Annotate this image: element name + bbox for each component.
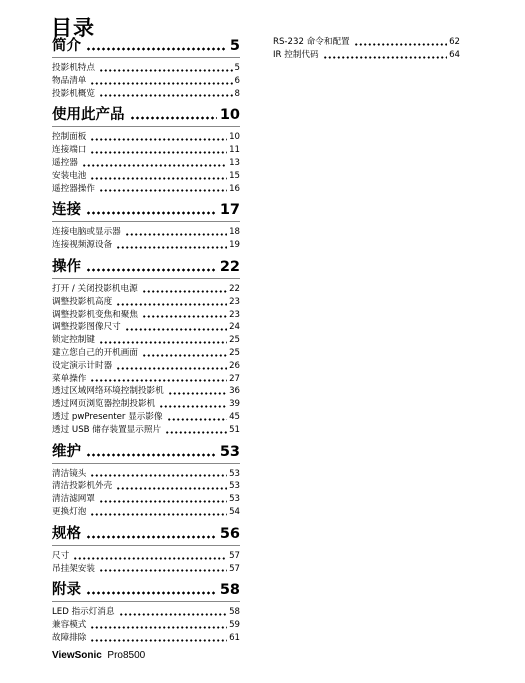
- toc-section-heading-page-number: 5: [229, 38, 240, 54]
- dot-leader: [90, 82, 232, 85]
- toc-entry-page-number: 58: [229, 607, 240, 618]
- toc-section-heading-label: 规格: [52, 525, 81, 542]
- toc-entry-page-number: 62: [449, 37, 460, 47]
- toc-entry-page-number: 6: [234, 75, 240, 86]
- toc-section-heading-label: 附录: [52, 582, 81, 599]
- toc-section: [52, 581, 240, 644]
- toc-entry-label: 清洁镜头: [52, 468, 87, 479]
- toc-entry[interactable]: [52, 157, 240, 170]
- toc-entry[interactable]: [52, 632, 240, 645]
- toc-section-heading-page-number: 56: [219, 525, 240, 542]
- toc-entry[interactable]: [273, 36, 460, 49]
- toc-entry-label: 透过 USB 储存装置显示照片: [52, 424, 162, 435]
- dot-leader: [116, 487, 227, 490]
- toc-entry-page-number: 25: [229, 335, 240, 346]
- toc-entry-page-number: 54: [229, 506, 240, 517]
- toc-entry[interactable]: [52, 131, 240, 144]
- toc-entry-label: RS-232 命令和配置: [273, 37, 350, 47]
- footer-brand: ViewSonic: [52, 650, 102, 661]
- toc-entry-label: 建立您自己的开机画面: [52, 347, 138, 358]
- toc-entry-page-number: 24: [229, 322, 240, 333]
- dot-leader: [125, 328, 227, 331]
- toc-entry[interactable]: [52, 619, 240, 632]
- toc-entry-page-number: 10: [229, 132, 240, 143]
- dot-leader: [142, 354, 227, 357]
- toc-entry[interactable]: [52, 239, 240, 252]
- dot-leader: [323, 56, 447, 59]
- toc-entry-label: 打开 / 关闭投影机电源: [52, 283, 138, 294]
- toc-entry[interactable]: [52, 62, 240, 75]
- toc-entry-page-number: 61: [229, 632, 240, 643]
- toc-entry[interactable]: [52, 563, 240, 576]
- dot-leader: [86, 268, 217, 272]
- dot-leader: [116, 367, 227, 370]
- toc-entry-label: 透过 pwPresenter 显示影像: [52, 411, 163, 422]
- toc-entry-label: 调整投影机高度: [52, 296, 113, 307]
- toc-entry-page-number: 45: [229, 411, 240, 422]
- toc-entry-label: 连接视频源设备: [52, 240, 113, 251]
- toc-entry[interactable]: [52, 360, 240, 373]
- dot-leader: [90, 513, 227, 516]
- toc-entry-page-number: 64: [449, 49, 460, 60]
- toc-entry-label: 遥控器操作: [52, 183, 95, 194]
- toc-section: [52, 258, 240, 437]
- toc-entry-label: 透过网页浏览器控制投影机: [52, 399, 156, 410]
- dot-leader: [142, 290, 227, 293]
- toc-entry[interactable]: [52, 398, 240, 411]
- toc-section: [52, 443, 240, 519]
- toc-section-heading[interactable]: [52, 581, 240, 602]
- dot-leader: [86, 591, 217, 595]
- footer-model: Pro8500: [107, 650, 146, 661]
- dot-leader: [90, 474, 227, 477]
- toc-entry[interactable]: [52, 170, 240, 183]
- dot-leader: [90, 626, 227, 629]
- dot-leader: [73, 557, 227, 560]
- page-title: 目录: [51, 16, 95, 40]
- dot-leader: [130, 116, 217, 120]
- dot-leader: [86, 453, 217, 457]
- dot-leader: [86, 535, 217, 539]
- toc-left-column: [52, 37, 240, 651]
- toc-entry-page-number: 39: [229, 399, 240, 410]
- toc-entry-label: 调整投影图像尺寸: [52, 322, 121, 333]
- toc-entry-label: 透过区域网络环境控制投影机: [52, 386, 164, 397]
- toc-section-heading-label: 简介: [52, 38, 81, 54]
- dot-leader: [99, 94, 233, 97]
- toc-entry[interactable]: [52, 75, 240, 88]
- toc-section-heading-page-number: 58: [219, 582, 240, 599]
- toc-entry-label: 清洁投影机外壳: [52, 481, 113, 492]
- toc-entry-page-number: 19: [229, 240, 240, 251]
- dot-leader: [99, 69, 233, 72]
- toc-entry-page-number: 13: [229, 157, 240, 168]
- toc-section-heading[interactable]: [52, 443, 240, 464]
- dot-leader: [90, 151, 227, 154]
- toc-entry[interactable]: [52, 468, 240, 481]
- toc-entry[interactable]: [52, 88, 240, 101]
- toc-entry[interactable]: [52, 493, 240, 506]
- toc-entry[interactable]: [52, 321, 240, 334]
- toc-entry[interactable]: [52, 373, 240, 386]
- toc-entry-page-number: 5: [234, 63, 240, 73]
- toc-entry[interactable]: [52, 296, 240, 309]
- toc-entry-page-number: 26: [229, 360, 240, 371]
- toc-section-heading[interactable]: [52, 106, 240, 127]
- dot-leader: [165, 431, 227, 434]
- toc-entry[interactable]: [52, 411, 240, 424]
- dot-leader: [168, 392, 227, 395]
- toc-section-heading-label: 维护: [52, 443, 81, 460]
- toc-entry-page-number: 11: [229, 145, 240, 156]
- toc-entry-label: 连接电脑或显示器: [52, 227, 121, 238]
- toc-entry-label: 投影机特点: [52, 63, 95, 73]
- toc-entry-label: IR 控制代码: [273, 49, 319, 60]
- dot-leader: [90, 138, 227, 141]
- toc-entry-page-number: 23: [229, 309, 240, 320]
- toc-entry[interactable]: [52, 606, 240, 619]
- toc-entry-label: 故障排除: [52, 632, 87, 643]
- toc-section-heading[interactable]: [52, 258, 240, 279]
- toc-section-heading-label: 操作: [52, 258, 81, 275]
- toc-entry-label: 调整投影机变焦和聚焦: [52, 309, 138, 320]
- toc-section-heading-page-number: 22: [219, 258, 240, 275]
- dot-leader: [125, 233, 227, 236]
- dot-leader: [86, 47, 227, 51]
- toc-entry-label: LED 指示灯消息: [52, 607, 115, 618]
- toc-entry[interactable]: [52, 480, 240, 493]
- dot-leader: [86, 211, 217, 215]
- toc-entry[interactable]: [52, 424, 240, 437]
- dot-leader: [90, 177, 227, 180]
- dot-leader: [99, 500, 227, 503]
- toc-section-heading[interactable]: [52, 201, 240, 222]
- dot-leader: [354, 43, 447, 46]
- toc-entry-page-number: 16: [229, 183, 240, 194]
- toc-entry-label: 清洁滤网罩: [52, 494, 95, 505]
- toc-entry-page-number: 8: [234, 88, 240, 99]
- toc-section-heading[interactable]: [52, 525, 240, 546]
- toc-entry[interactable]: [52, 334, 240, 347]
- toc-entry-page-number: 22: [229, 283, 240, 294]
- toc-entry[interactable]: [52, 283, 240, 296]
- toc-entry-page-number: 53: [229, 468, 240, 479]
- toc-section-heading-page-number: 10: [219, 107, 240, 124]
- toc-entry-page-number: 57: [229, 550, 240, 561]
- dot-leader: [167, 418, 227, 421]
- dot-leader: [99, 569, 227, 572]
- toc-entry-page-number: 27: [229, 373, 240, 384]
- toc-section-heading-page-number: 17: [219, 202, 240, 219]
- toc-entry[interactable]: [52, 309, 240, 322]
- dot-leader: [99, 341, 227, 344]
- toc-entry-page-number: 18: [229, 227, 240, 238]
- dot-leader: [116, 246, 227, 249]
- toc-entry-page-number: 25: [229, 347, 240, 358]
- toc-section-heading-page-number: 53: [219, 443, 240, 460]
- toc-entry[interactable]: [52, 385, 240, 398]
- toc-entry-label: 投影机概览: [52, 88, 95, 99]
- toc-section-heading-label: 连接: [52, 202, 81, 219]
- toc-entry-label: 控制面板: [52, 132, 87, 143]
- toc-entry-label: 安装电池: [52, 170, 87, 181]
- toc-entry-page-number: 15: [229, 170, 240, 181]
- toc-entry[interactable]: [52, 550, 240, 563]
- toc-entry-label: 兼容模式: [52, 620, 87, 631]
- toc-entry[interactable]: [52, 183, 240, 196]
- toc-section: [52, 37, 240, 100]
- toc-entry[interactable]: [52, 506, 240, 519]
- toc-entry-label: 物品清单: [52, 75, 87, 86]
- dot-leader: [99, 189, 227, 192]
- toc-section-heading[interactable]: [52, 37, 240, 58]
- toc-entry-label: 遥控器: [52, 157, 78, 168]
- dot-leader: [142, 315, 227, 318]
- toc-entry-label: 菜单操作: [52, 373, 87, 384]
- dot-leader: [159, 405, 227, 408]
- toc-entry-page-number: 23: [229, 296, 240, 307]
- toc-section-heading-label: 使用此产品: [52, 107, 125, 124]
- toc-entry-label: 设定演示计时器: [52, 360, 113, 371]
- toc-entry[interactable]: [273, 49, 460, 62]
- page-footer: [52, 650, 145, 661]
- toc-entry-label: 尺寸: [52, 550, 70, 561]
- toc-entry[interactable]: [52, 347, 240, 360]
- dot-leader: [90, 639, 227, 642]
- toc-entry-page-number: 53: [229, 481, 240, 492]
- toc-entry[interactable]: [52, 144, 240, 157]
- toc-entry[interactable]: [52, 226, 240, 239]
- toc-section: [52, 525, 240, 576]
- toc-section: [52, 201, 240, 252]
- toc-section: [52, 106, 240, 195]
- toc-entry-label: 吊挂架安装: [52, 563, 95, 574]
- toc-entry-page-number: 51: [229, 424, 240, 435]
- toc-right-column: [273, 36, 460, 62]
- toc-entry-page-number: 59: [229, 620, 240, 631]
- dot-leader: [119, 613, 228, 616]
- toc-entry-page-number: 36: [229, 386, 240, 397]
- toc-entry-label: 连接端口: [52, 145, 87, 156]
- dot-leader: [116, 303, 227, 306]
- toc-entry-label: 锁定控制键: [52, 335, 95, 346]
- dot-leader: [82, 164, 227, 167]
- dot-leader: [90, 379, 227, 382]
- toc-entry-page-number: 57: [229, 563, 240, 574]
- toc-entry-page-number: 53: [229, 494, 240, 505]
- toc-entry-label: 更换灯泡: [52, 506, 87, 517]
